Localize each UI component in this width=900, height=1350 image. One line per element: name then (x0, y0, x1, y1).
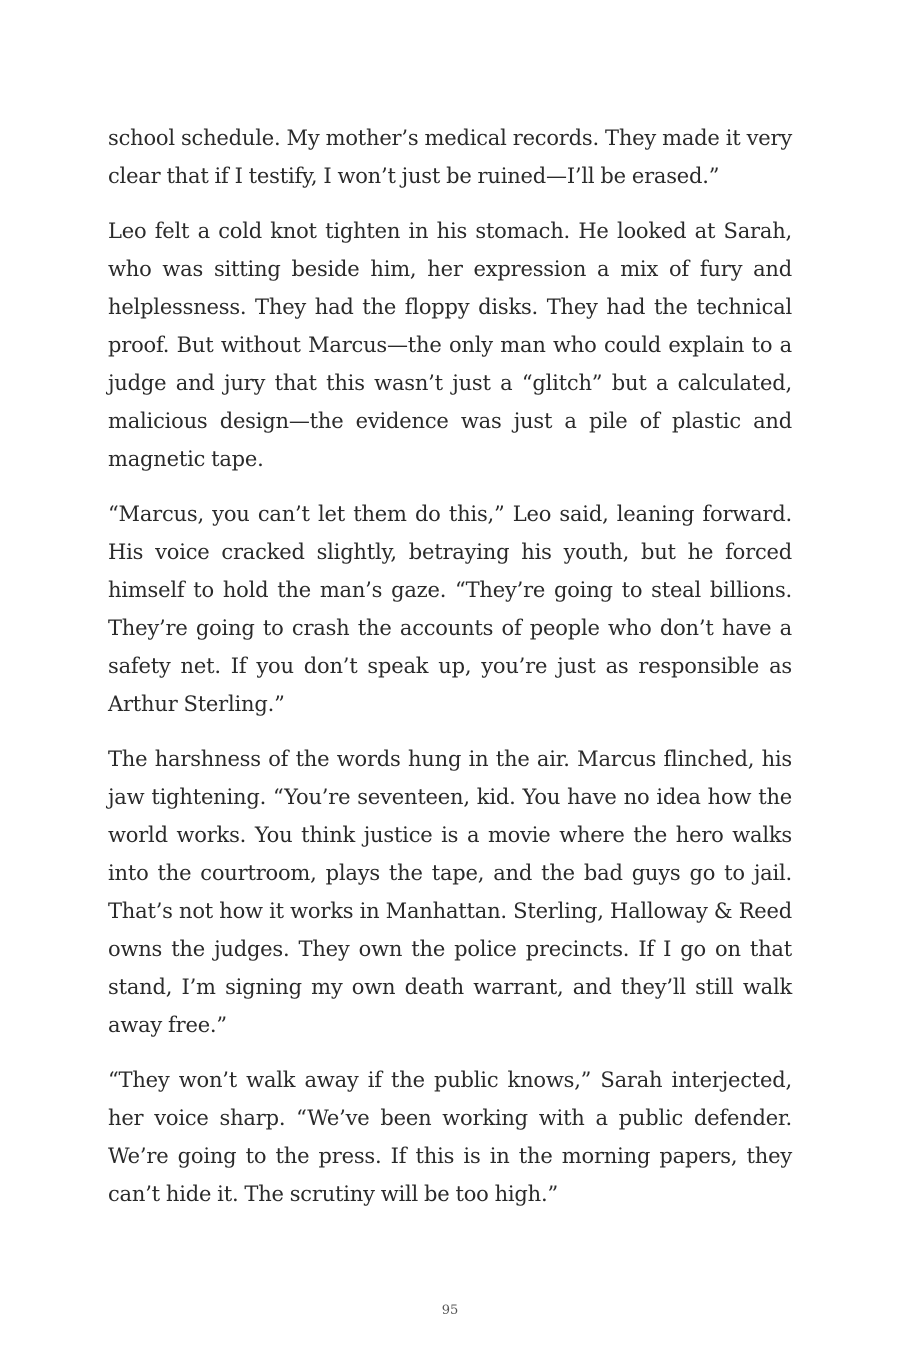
paragraph-3: “Marcus, you can’t let them do this,” Leo said, leaning forward. His voice cracked slightly, betraying his youth, but he forced himself to hold the man’s gaze. “They’re going to steal billions. They’re going to crash the accounts of people who don’t have a safety net. If you don’t speak up, you’re just as responsible as Arthur Sterling.” (108, 502, 792, 716)
paragraph-2: Leo felt a cold knot tighten in his stomach. He looked at Sarah, who was sitting beside him, her expression a mix of fury and helplessness. They had the floppy disks. They had the technical proof. But without Marcus—the only man who could explain to a judge and jury that this wasn’t just a “glitch” but a calculated, malicious design—the evidence was just a pile of plastic and magnetic tape. (108, 219, 792, 471)
body-text (108, 119, 792, 1230)
paragraph-5: “They won’t walk away if the public knows,” Sarah interjected, her voice sharp. “We’ve been working with a public defender. We’re going to the press. If this is in the morning papers, they can’t hide it. The scrutiny will be too high.” (108, 1068, 792, 1206)
page-number: 95 (441, 1303, 459, 1318)
paragraph-1: school schedule. My mother’s medical records. They made it very clear that if I testify, I won’t just be ruined—I’ll be erased.” (108, 126, 792, 188)
paragraph-4: The harshness of the words hung in the air. Marcus flinched, his jaw tightening. “You’re seventeen, kid. You have no idea how the world works. You think justice is a movie where the hero walks into the courtroom, plays the tape, and the bad guys go to jail. That’s not how it works in Manhattan. Sterling, Halloway & Reed owns the judges. They own the police precincts. If I go on that stand, I’m signing my own death warrant, and they’ll still walk away free.” (108, 747, 792, 1037)
